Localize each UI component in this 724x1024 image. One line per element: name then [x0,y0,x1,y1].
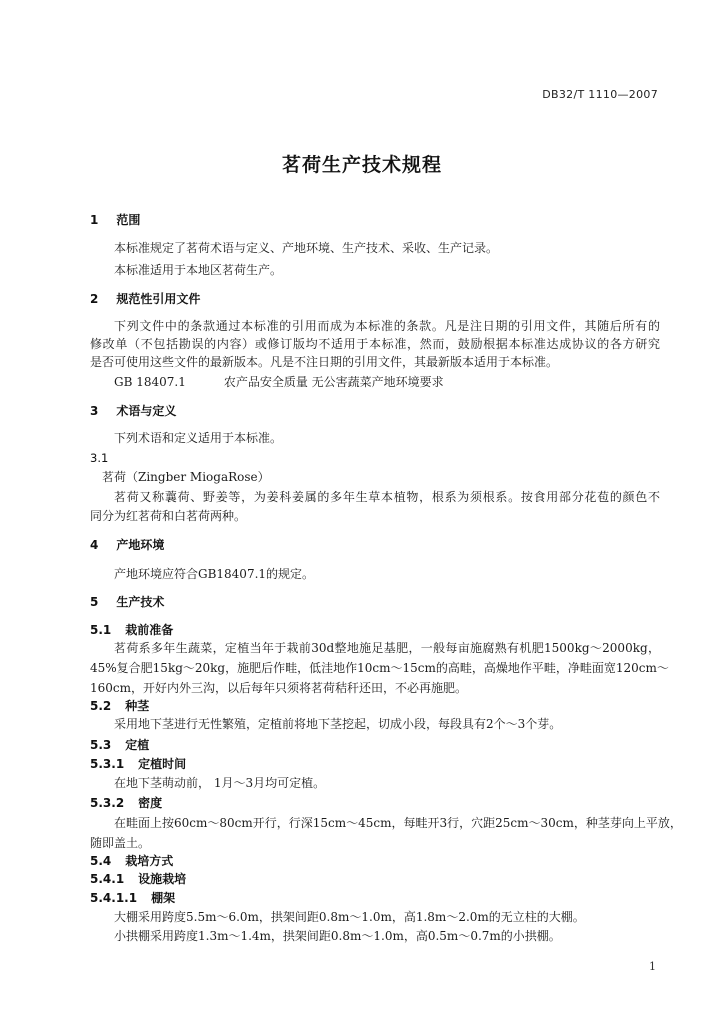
section-4-heading [90,537,164,553]
clause-title: 栽前准备 [125,623,174,637]
paragraph: 下列术语和定义适用于本标准。 [114,431,283,445]
section-1-heading [90,212,140,228]
paragraph-line: 茗荷系多年生蔬菜，定植当年于栽前30d整地施足基肥，一般每亩施腐熟有机肥1500kg～2000kg， [114,641,660,655]
reference-title: 农产品安全质量 无公害蔬菜产地环境要求 [223,375,444,389]
reference-code: GB 18407.1 [114,375,186,389]
subsection-heading [90,622,173,638]
paragraph-line: 修改单（不包括勘误的内容）或修订版均不适用于本标准，然而，鼓励根据本标准达成协议的各方研究 [90,337,660,351]
clause-title: 定植时间 [138,757,187,771]
clause-title: 设施栽培 [138,872,187,886]
section-number: 2 [90,292,99,306]
page-number: 1 [649,960,656,973]
clause-number: 5.4 [90,854,112,868]
clause-number: 5.3.1 [90,757,125,771]
subsection-heading [90,853,173,869]
section-number: 3 [90,404,99,418]
clause-number: 5.4.1.1 [90,891,138,905]
clause-number: 3.1 [90,451,109,465]
clause-number: 5.3.2 [90,796,125,810]
clause-number: 5.1 [90,623,112,637]
section-5-heading [90,594,164,610]
paragraph: 本标准适用于本地区茗荷生产。 [114,263,283,277]
clause-number: 5.2 [90,699,112,713]
clause-title: 棚架 [151,891,176,905]
paragraph: 产地环境应符合GB18407.1的规定。 [114,567,315,581]
subsection-heading [90,698,149,714]
clause-title: 种茎 [125,699,150,713]
clause-title: 密度 [138,796,163,810]
paragraph-line: 茗荷又称蘘荷、野姜等，为姜科姜属的多年生草本植物，根系为须根系。按食用部分花苞的颜色不 [114,490,660,504]
clause-number: 5.4.1 [90,872,125,886]
paragraph-line: 是否可使用这些文件的最新版本。凡是不注日期的引用文件，其最新版本适用于本标准。 [90,355,559,369]
paragraph-line: 下列文件中的条款通过本标准的引用而成为本标准的条款。凡是注日期的引用文件，其随后所有的 [114,319,660,333]
paragraph: 在地下茎萌动前， 1月～3月均可定植。 [114,776,326,790]
paragraph: 大棚采用跨度5.5m～6.0m，拱架间距0.8m～1.0m，高1.8m～2.0m的无立柱的大棚。 [114,910,585,924]
term: 茗荷（Zingber MiogaRose） [102,470,270,484]
subsection-heading [90,890,175,906]
subsection-heading [90,871,186,887]
paragraph-line: 45%复合肥15kg～20kg，施肥后作畦，低洼地作10cm～15cm的高畦，高燥地作平畦，净畦面宽120cm～ [90,661,669,675]
section-3-heading [90,403,176,419]
paragraph-line: 随即盖土。 [90,836,151,850]
section-title: 产地环境 [116,538,165,552]
subsection-heading [90,795,162,811]
paragraph-line: 同分为红茗荷和白茗荷两种。 [90,509,247,523]
clause-title: 栽培方式 [125,854,174,868]
subsection-heading [90,756,186,772]
clause-number: 5.3 [90,738,112,752]
page-title: 茗荷生产技术规程 [281,154,442,176]
paragraph-line: 160cm，开好内外三沟，以后每年只须将茗荷秸秆还田，不必再施肥。 [90,681,468,695]
paragraph: 小拱棚采用跨度1.3m～1.4m，拱架间距0.8m～1.0m，高0.5m～0.7m的小拱棚。 [114,929,561,943]
section-title: 范围 [116,213,141,227]
clause-title: 定植 [125,738,150,752]
section-number: 4 [90,538,99,552]
standard-code: DB32/T 1110—2007 [542,88,658,101]
paragraph: 本标准规定了茗荷术语与定义、产地环境、生产技术、采收、生产记录。 [114,241,499,255]
subsection-heading [90,737,149,753]
section-title: 规范性引用文件 [116,292,201,306]
section-number: 1 [90,213,99,227]
section-title: 术语与定义 [116,404,177,418]
paragraph: 采用地下茎进行无性繁殖，定植前将地下茎挖起，切成小段，每段具有2个～3个芽。 [114,717,562,731]
paragraph-line: 在畦面上按60cm～80cm开行，行深15cm～45cm，每畦开3行，穴距25cm～30cm，种茎芽向上平放， [114,816,682,830]
section-2-heading [90,291,200,307]
section-title: 生产技术 [116,595,165,609]
reference-item [114,374,444,390]
section-number: 5 [90,595,99,609]
